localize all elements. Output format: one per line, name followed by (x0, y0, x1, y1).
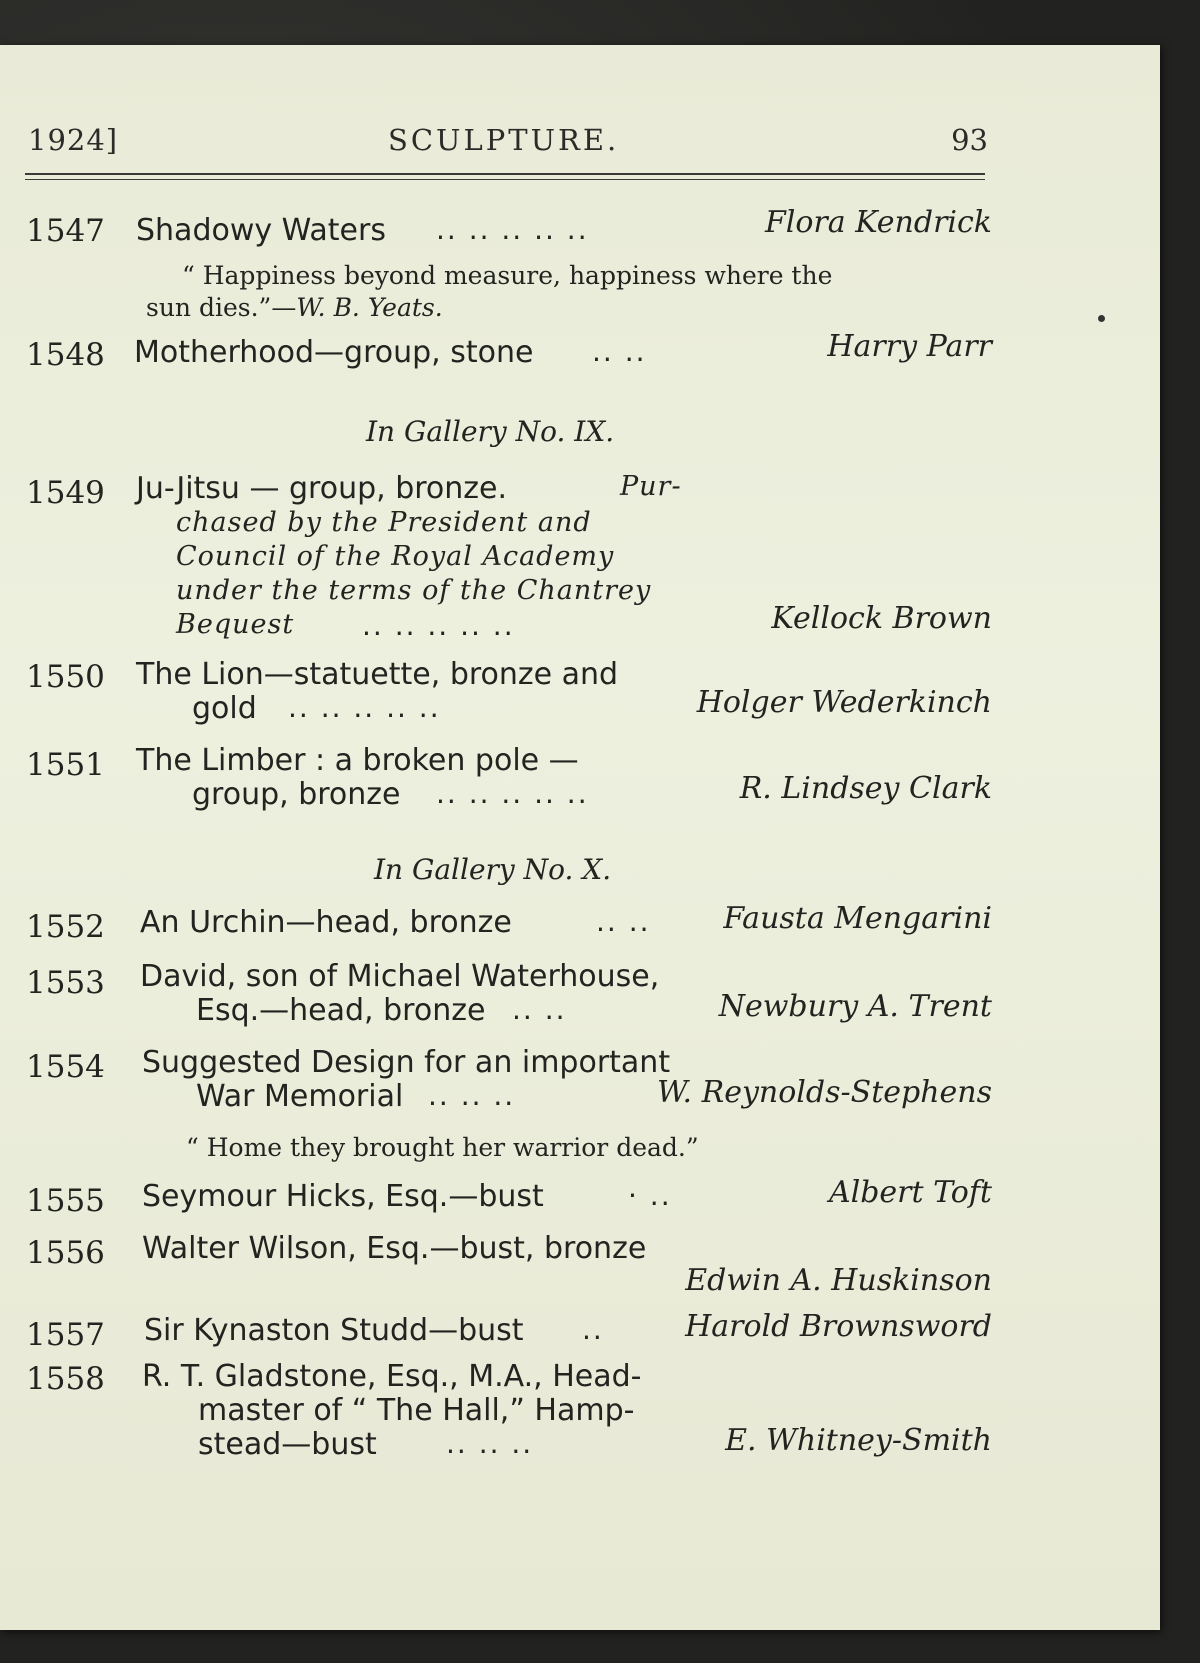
entry-title-cont: master of “ The Hall,” Hamp- (198, 1393, 635, 1428)
leader-dots: .. .. .. .. .. (288, 691, 441, 724)
entry-number: 1551 (26, 747, 105, 783)
entry-title: David, son of Michael Waterhouse, (140, 959, 660, 994)
entry-artist: Flora Kendrick (764, 205, 992, 240)
entry-number: 1550 (26, 659, 105, 695)
header-rule-thin (25, 179, 985, 180)
entry-number: 1555 (26, 1183, 105, 1219)
entry-note-start: Pur- (620, 471, 682, 502)
leader-dots: .. .. .. .. .. (362, 609, 515, 642)
entry-quote: “ Home they brought her warrior dead.” (186, 1133, 699, 1162)
leader-dots: .. .. (596, 905, 651, 938)
entry-title: The Limber : a broken pole — (136, 743, 579, 778)
entry-number: 1554 (26, 1049, 105, 1085)
leader-dots: .. .. (512, 993, 567, 1026)
entry-number: 1548 (26, 337, 105, 373)
entry-note-line: Council of the Royal Academy (176, 541, 615, 572)
gallery-heading: In Gallery No. X. (374, 853, 612, 886)
leader-dots: · .. (628, 1179, 672, 1212)
quote-text: sun dies.”— (146, 293, 297, 322)
entry-number: 1553 (26, 965, 105, 1001)
entry-title-cont: stead—bust (198, 1427, 377, 1462)
entry-artist: Edwin A. Huskinson (685, 1263, 992, 1298)
entry-title: R. T. Gladstone, Esq., M.A., Head- (142, 1359, 642, 1394)
header-section-title: SCULPTURE. (388, 123, 620, 157)
entry-artist: R. Lindsey Clark (739, 771, 992, 806)
entry-artist: Harry Parr (827, 329, 992, 364)
entry-title-cont: gold (192, 691, 257, 726)
entry-number: 1556 (26, 1235, 105, 1271)
entry-artist: Holger Wederkinch (696, 685, 992, 720)
entry-note-line: Bequest (176, 609, 295, 640)
leader-dots: .. .. .. (446, 1427, 534, 1460)
entry-number: 1558 (26, 1361, 105, 1397)
entry-artist: W. Reynolds-Stephens (656, 1075, 992, 1110)
leader-dots: .. .. .. .. .. (436, 777, 589, 810)
entry-title: The Lion—statuette, bronze and (136, 657, 619, 692)
entry-title-cont: group, bronze (192, 777, 401, 812)
leader-dots: .. (582, 1313, 604, 1346)
gallery-heading: In Gallery No. IX. (366, 415, 615, 448)
entry-number: 1557 (26, 1317, 105, 1353)
entry-note-line: under the terms of the Chantrey (176, 575, 652, 606)
entry-title: Motherhood—group, stone (134, 335, 534, 370)
entry-title: Suggested Design for an important (142, 1045, 671, 1080)
entry-title: Shadowy Waters (136, 213, 386, 248)
entry-artist: Fausta Mengarini (723, 901, 992, 936)
header-rule (25, 173, 985, 175)
entry-title: Ju-Jitsu — group, bronze. (136, 471, 508, 506)
leader-dots: .. .. .. (428, 1079, 516, 1112)
quote-author: W. B. Yeats. (296, 293, 443, 322)
entry-title: Sir Kynaston Studd—bust (144, 1313, 524, 1348)
entry-number: 1552 (26, 909, 105, 945)
page-header (28, 123, 988, 163)
entry-artist: Newbury A. Trent (718, 989, 992, 1024)
entry-artist: Albert Toft (828, 1175, 992, 1210)
leader-dots: .. .. (592, 335, 647, 368)
header-page-number: 93 (951, 123, 988, 157)
entry-artist: Kellock Brown (771, 601, 992, 636)
entry-note-line: chased by the President and (176, 507, 592, 538)
catalogue-page (0, 45, 1160, 1630)
entry-quote-line2 (146, 293, 443, 322)
entry-title: Seymour Hicks, Esq.—bust (142, 1179, 544, 1214)
entry-title-cont: Esq.—head, bronze (196, 993, 486, 1028)
entry-artist: E. Whitney-Smith (725, 1423, 992, 1458)
entry-number: 1549 (26, 475, 105, 511)
entry-title-cont: War Memorial (196, 1079, 404, 1114)
entry-quote: “ Happiness beyond measure, happiness where the (182, 261, 833, 290)
paper-speck (1098, 315, 1105, 322)
entry-title: An Urchin—head, bronze (140, 905, 512, 940)
entry-title: Walter Wilson, Esq.—bust, bronze (142, 1231, 647, 1266)
header-year: 1924] (28, 123, 119, 157)
leader-dots: .. .. .. .. .. (436, 213, 589, 246)
entry-number: 1547 (26, 213, 105, 249)
entry-artist: Harold Brownsword (685, 1309, 992, 1344)
